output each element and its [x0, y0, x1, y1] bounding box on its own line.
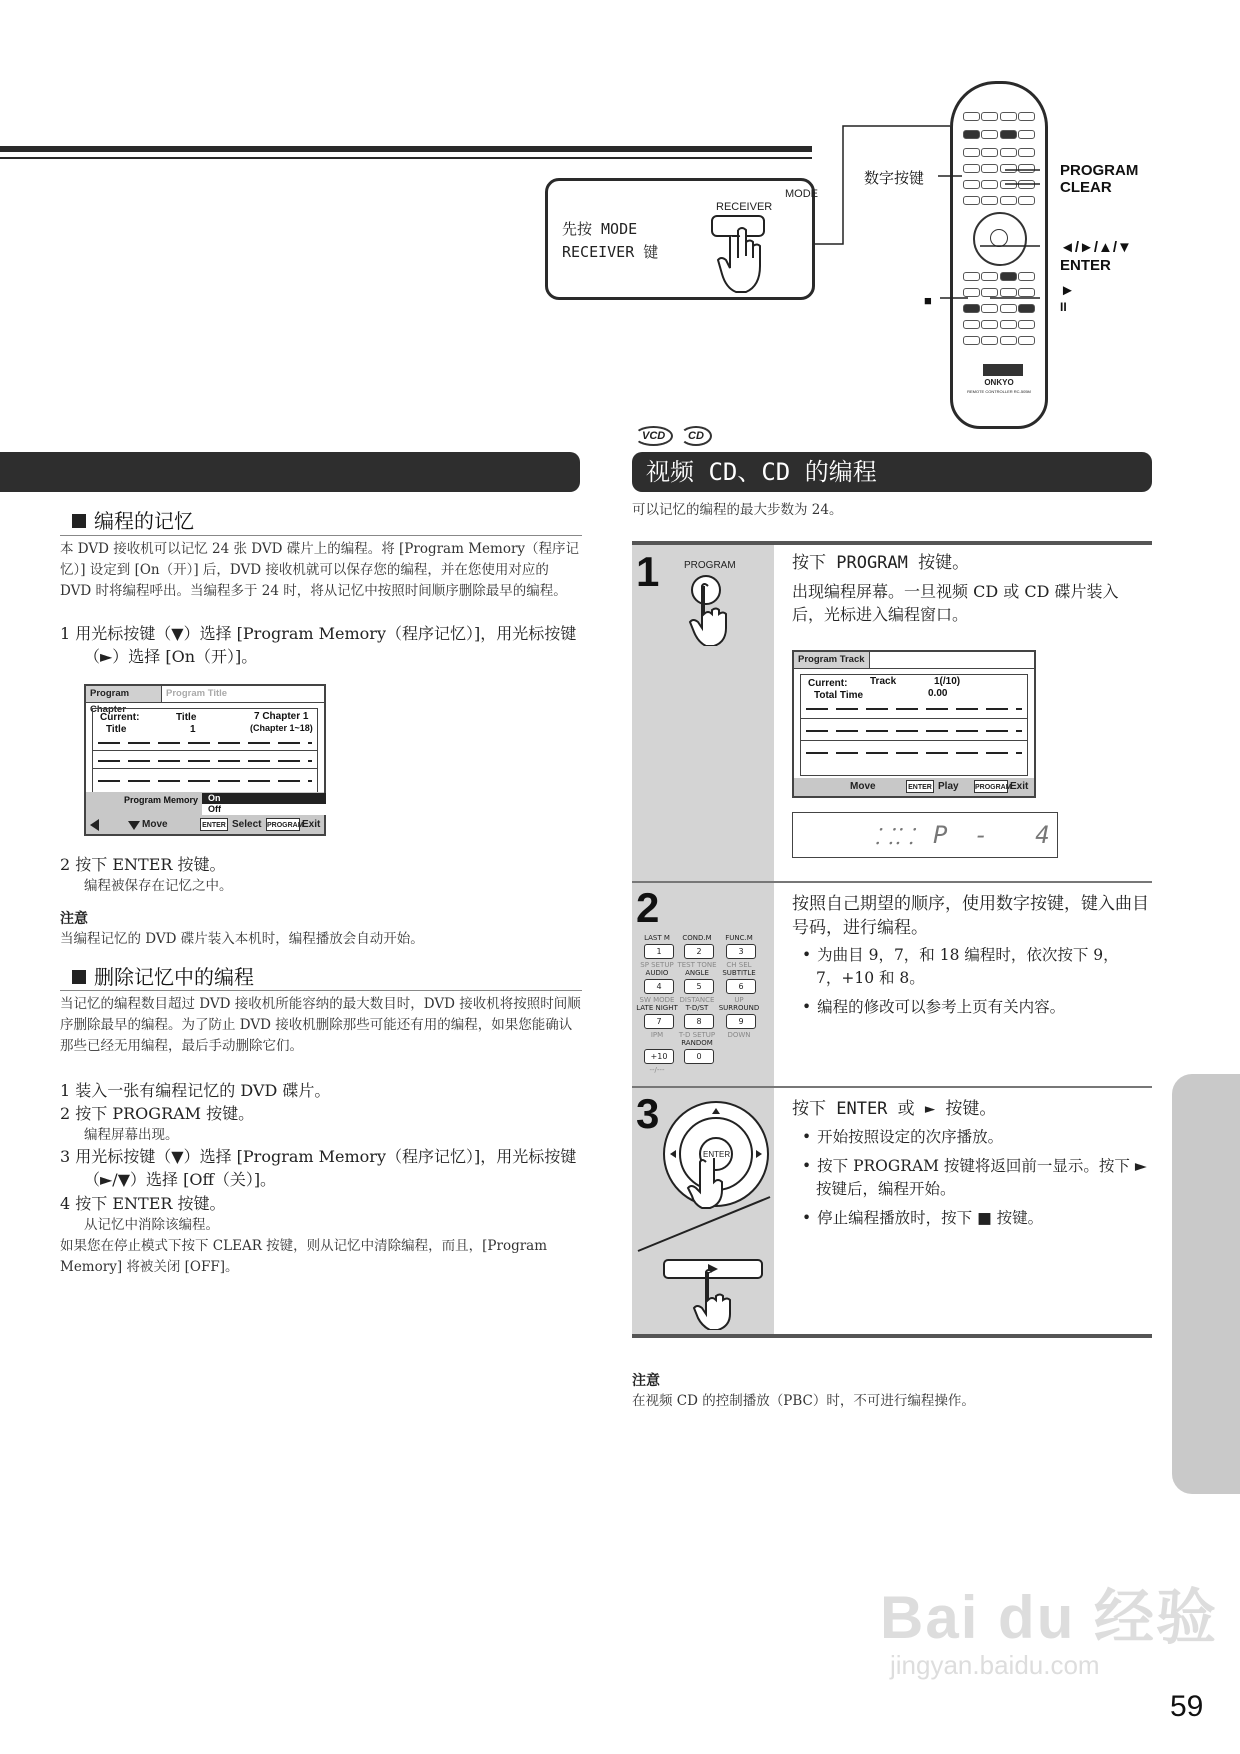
key-gray-tdsetup: T-D SETUP — [678, 1031, 716, 1039]
step-3-bullet-1: • 开始按照设定的次序播放。 — [816, 1126, 1166, 1149]
memory-on-option: On — [202, 793, 326, 804]
key-gray-spsetup: SP SETUP — [640, 961, 674, 969]
left-note-heading: 注意 — [60, 911, 88, 927]
step-2-bullet-1: • 为曲目 9，7，和 18 编程时，依次按下 9，7，+10 和 8。 — [816, 944, 1166, 990]
step-1-number: 1 — [636, 548, 660, 595]
step-3-heading: 按下 ENTER 或 ► 按键。 — [792, 1099, 997, 1119]
delete-step-4: 4 按下 ENTER 按键。 — [60, 1194, 226, 1213]
select-label: Select — [232, 819, 262, 830]
pressing-hand-icon — [710, 212, 770, 298]
arrows-label: ◄/►/▲/▼ — [1060, 239, 1132, 256]
move-label-2: Move — [850, 781, 876, 792]
program-key-box-2: PROGRAM — [974, 780, 1008, 793]
key-2[interactable]: 2 — [684, 944, 714, 959]
track-value: 1(/10) — [934, 676, 961, 687]
osd-footer — [86, 816, 324, 834]
key-label-surround: SURROUND — [718, 1004, 760, 1012]
key-gray-testtone: TEST TONE — [677, 961, 717, 969]
program-memory-label: Program Memory — [124, 795, 199, 805]
key-plus10[interactable]: +10 — [644, 1049, 674, 1064]
key-3[interactable]: 3 — [726, 944, 756, 959]
exit-label-2: Exit — [1010, 781, 1029, 792]
key-label-tdst: T-D/ST — [685, 1004, 709, 1012]
key-0[interactable]: 0 — [684, 1049, 714, 1064]
key-label-condm: COND.M — [682, 934, 712, 942]
memory-step-2-sub: 编程被保存在记忆之中。 — [84, 878, 233, 894]
key-8[interactable]: 8 — [684, 1014, 714, 1029]
program-label: PROGRAM — [1060, 162, 1139, 179]
exit-label: Exit — [302, 819, 321, 830]
step-3-bullet-2: • 按下 PROGRAM 按键将返回前一显示。按下 ► 按键后，编程开始。 — [816, 1155, 1166, 1201]
step-2-bullets — [800, 944, 1166, 1019]
chapter-side-tab — [1172, 1074, 1240, 1494]
memory-off-option: Off — [202, 804, 326, 815]
key-5[interactable]: 5 — [684, 979, 714, 994]
left-note: 当编程记忆的 DVD 碟片装入本机时，编程播放会自动开始。 — [60, 931, 424, 947]
right-note: 在视频 CD 的控制播放（PBC）时，不可进行编程操作。 — [632, 1393, 975, 1409]
key-gray-up: UP — [734, 996, 744, 1004]
key-gray-chsel: CH SEL — [726, 961, 752, 969]
delete-tail: 如果您在停止模式下按下 CLEAR 按键，则从记忆中清除编程，而且，[Program Memory] 将被关闭 [OFF]。 — [60, 1238, 548, 1275]
step-2-bullet-2: • 编程的修改可以参考上页有关内容。 — [816, 996, 1166, 1019]
delete-step-4-sub: 从记忆中消除该编程。 — [84, 1217, 219, 1233]
title-label: Title — [176, 712, 197, 723]
step-3-diagonal — [636, 1195, 772, 1255]
callout-text: 先按 MODE RECEIVER 键 — [562, 220, 659, 261]
title-col-label: Title — [106, 724, 127, 735]
title-value: 1 — [190, 724, 196, 735]
key-label-audio: AUDIO — [645, 969, 669, 977]
right-section-title: 视频 CD、CD 的编程 — [646, 458, 877, 486]
program-key-press-icon — [684, 574, 740, 646]
current-label-2: Current: — [808, 678, 848, 689]
pause-label: II — [1060, 300, 1067, 314]
delete-step-2: 2 按下 PROGRAM 按键。 — [60, 1104, 255, 1123]
key-7[interactable]: 7 — [644, 1014, 674, 1029]
tab-program-chapter: Program Chapter — [86, 686, 162, 702]
osd-footer-2 — [794, 778, 1034, 796]
step-1-heading: 按下 PROGRAM 按键。 — [792, 553, 970, 573]
key-9[interactable]: 9 — [726, 1014, 756, 1029]
key-gray-distance: DISTANCE — [679, 996, 715, 1004]
key-1[interactable]: 1 — [644, 944, 674, 959]
enter-key-box-2: ENTER — [906, 780, 934, 793]
key-label-funcm: FUNC.M — [725, 934, 753, 942]
chapter-value: 7 Chapter 1 — [254, 711, 309, 722]
baidu-watermark: Bai du 经验 — [880, 1584, 1219, 1651]
heading-underline — [60, 535, 582, 536]
program-key-label: PROGRAM — [684, 560, 736, 571]
enter-key-box: ENTER — [200, 818, 228, 831]
play-key-press-icon — [662, 1258, 766, 1330]
front-panel-display: ⸬⸬ P - 4 — [792, 812, 1058, 858]
memory-step-1: 1 用光标按键（▼）选择 [Program Memory（程序记忆）]，用光标按键（►）选择 [On（开）]。 — [60, 624, 577, 666]
move-label: Move — [142, 819, 168, 830]
key-label-angle: ANGLE — [685, 969, 709, 977]
delete-step-2-sub: 编程屏幕出现。 — [84, 1127, 179, 1143]
mode-label: MODE — [785, 188, 818, 200]
right-intro: 可以记忆的编程的最大步数为 24。 — [632, 502, 843, 518]
cd-disc-icon: CD — [680, 426, 712, 446]
program-chapter-screen — [84, 684, 326, 836]
top-rule-thin — [0, 157, 812, 159]
enter-key-label: ENTER — [703, 1150, 731, 1159]
step-table-bottom — [632, 1334, 1152, 1338]
clear-label: CLEAR — [1060, 179, 1112, 196]
key-gray-swmode: SW MODE — [639, 996, 675, 1004]
heading-underline-2 — [60, 990, 582, 991]
remote-brand: ONKYO — [984, 378, 1014, 387]
key-gray-ipm: IPM — [650, 1031, 664, 1039]
step-2-heading: 按照自己期望的顺序，使用数字按键，键入曲目号码，进行编程。 — [792, 894, 1149, 937]
key-gray-down: DOWN — [727, 1031, 751, 1039]
tab-program-title: Program Title — [166, 688, 228, 699]
memory-step-2: 2 按下 ENTER 按键。 — [60, 855, 226, 874]
key-label-lastm: LAST M — [644, 934, 670, 942]
key-gray-dash: --/--- — [649, 1066, 665, 1074]
step-3-bullet-3: • 停止编程播放时，按下 ■ 按键。 — [816, 1207, 1166, 1230]
key-label-subtitle: SUBTITLE — [722, 969, 756, 977]
baidu-watermark-url: jingyan.baidu.com — [890, 1650, 1100, 1680]
memory-section-heading: 编程的记忆 — [72, 505, 194, 534]
memory-body: 本 DVD 接收机可以记忆 24 张 DVD 碟片上的编程。将 [Program Memory（程序记忆）] 设定到 [On（开）] 后，DVD 接收机就可以保存您的编程，并在您使用对应的 DVD 时将编程呼出。当编程多于 24 时，将从记忆中按照时间顺序删除最早的编程。 — [60, 541, 580, 599]
delete-body: 当记忆的编程数目超过 DVD 接收机所能容纳的最大数目时，DVD 接收机将按照时间顺序删除最早的编程。为了防止 DVD 接收机删除那些可能还有用的编程，如果您能确认那些已经无用编程，最后手动删除它们。 — [60, 996, 581, 1054]
play-label: ► — [1060, 282, 1075, 299]
program-key-box: PROGRAM — [266, 818, 300, 831]
left-arrow-icon — [90, 819, 99, 831]
left-section-bar — [0, 452, 580, 492]
delete-section-heading: 删除记忆中的编程 — [72, 961, 254, 990]
remote-model: REMOTE CONTROLLER RC-505M — [967, 389, 1031, 394]
chapter-range: (Chapter 1~18) — [250, 723, 313, 733]
step-1-body: 出现编程屏幕。一旦视频 CD 或 CD 碟片装入后，光标进入编程窗口。 — [792, 582, 1119, 624]
tab-program-track: Program Track — [794, 652, 870, 668]
program-track-screen — [792, 650, 1036, 798]
numeric-keypad — [636, 932, 770, 1082]
step-3-number: 3 — [636, 1090, 660, 1137]
digit-keys-label: 数字按键 — [864, 169, 925, 187]
key-label-latenight: LATE NIGHT — [636, 1004, 678, 1012]
key-6[interactable]: 6 — [726, 979, 756, 994]
receiver-label: RECEIVER — [716, 201, 773, 213]
key-label-random: RANDOM — [681, 1039, 713, 1047]
time-value: 0.00 — [928, 688, 948, 699]
stop-label: ■ — [924, 293, 932, 308]
delete-step-1: 1 装入一张有编程记忆的 DVD 碟片。 — [60, 1081, 331, 1100]
total-time-label: Total Time — [814, 690, 864, 701]
current-label: Current: — [100, 712, 140, 723]
display-readout: P - 4 — [933, 821, 1056, 849]
play-label-2: Play — [938, 781, 959, 792]
step-2-number: 2 — [636, 884, 660, 931]
top-rule — [0, 146, 812, 152]
down-arrow-icon — [128, 821, 140, 830]
page-number: 59 — [1170, 1690, 1204, 1723]
vcd-disc-icon: VCD — [634, 426, 673, 446]
key-4[interactable]: 4 — [644, 979, 674, 994]
right-note-heading: 注意 — [632, 1373, 660, 1389]
delete-step-3: 3 用光标按键（▼）选择 [Program Memory（程序记忆）]，用光标按键（►/▼）选择 [Off（关）]。 — [60, 1147, 577, 1189]
step-3-bullets — [800, 1126, 1166, 1230]
enter-label: ENTER — [1060, 257, 1111, 274]
track-label: Track — [870, 676, 897, 687]
